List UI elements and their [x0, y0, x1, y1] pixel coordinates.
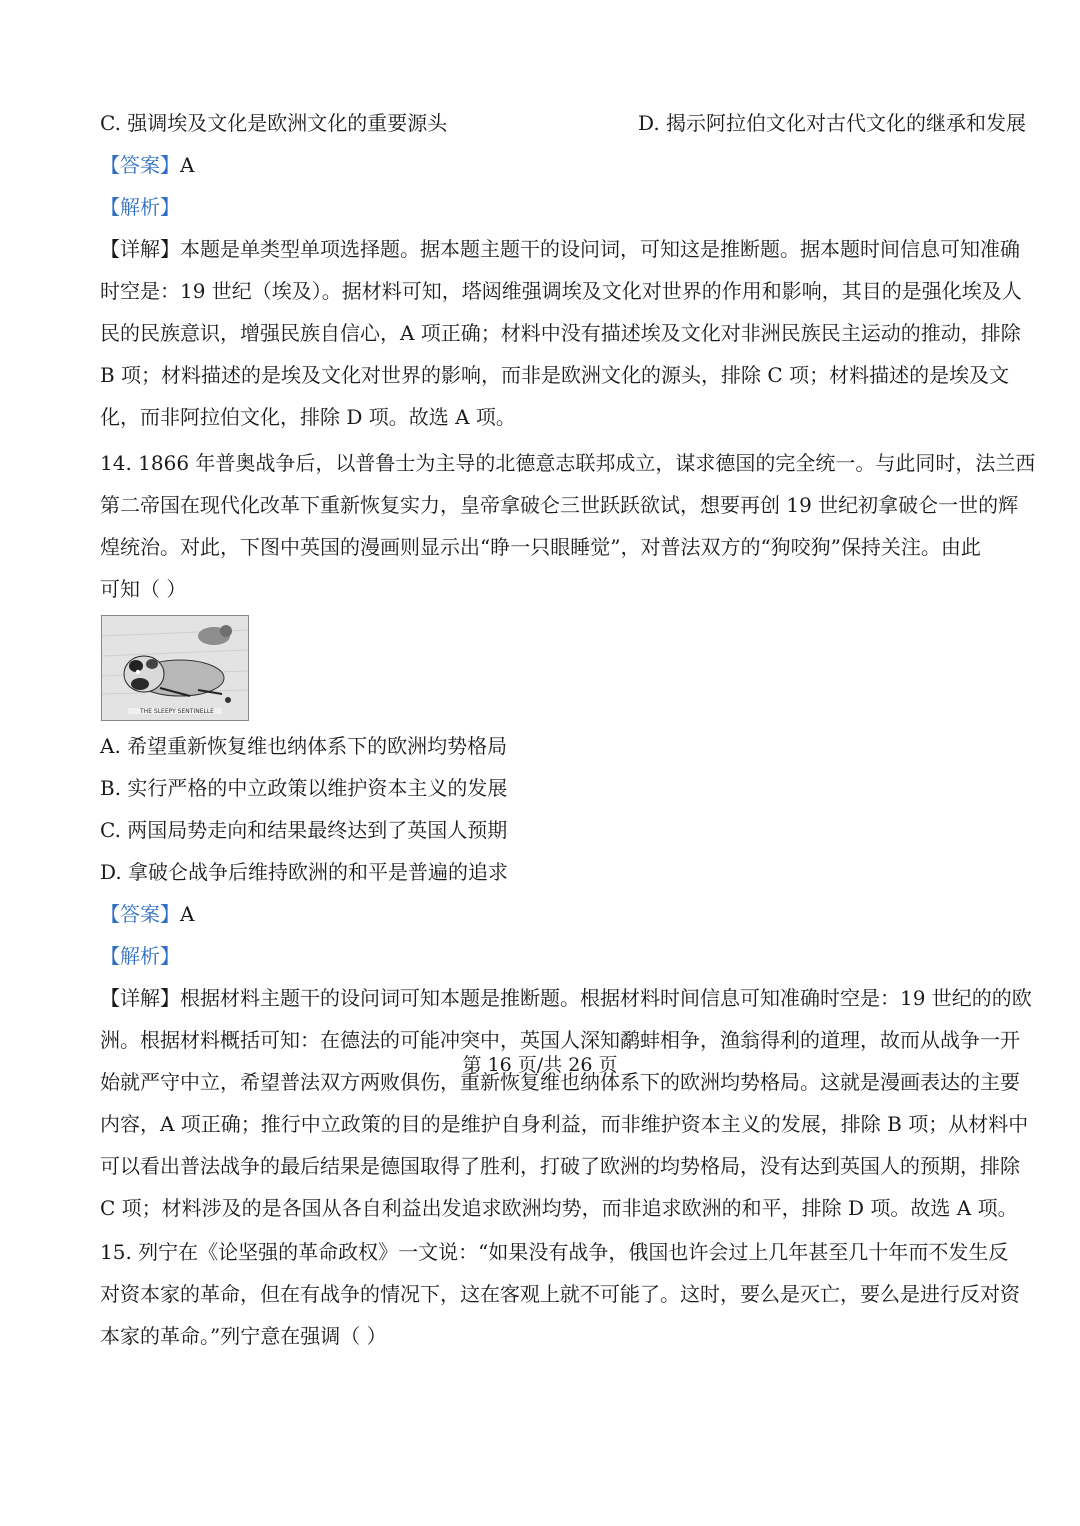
q14-option-c: C. 两国局势走向和结果最终达到了英国人预期: [100, 818, 508, 842]
q14-option-d: D. 拿破仑战争后维持欧洲的和平是普遍的追求: [100, 860, 509, 884]
q14-stem-line-4: 可知（ ）: [100, 577, 187, 601]
cartoon-image: [101, 615, 249, 721]
page-number: 第 16 页/共 26 页: [462, 1054, 618, 1076]
q13-detail-line-5: 化，而非阿拉伯文化，排除 D 项。故选 A 项。: [100, 405, 516, 429]
q15-stem-line-2: 对资本家的革命，但在有战争的情况下，这在客观上就不可能了。这时，要么是灭亡，要么是进行反对资: [100, 1282, 1020, 1306]
q14-stem-line-3: 煌统治。对此，下图中英国的漫画则显示出“睁一只眼睡觉”，对普法双方的“狗咬狗”保持关注。由此: [100, 535, 981, 559]
q14-analysis-heading: [100, 942, 980, 970]
q13-option-d: D. 揭示阿拉伯文化对古代文化的继承和发展: [638, 111, 1027, 135]
q15-stem-line-3: 本家的革命。”列宁意在强调（ ）: [100, 1324, 387, 1348]
q14-detail-line-3: 始就严守中立，希望普法双方两败俱伤，重新恢复维也纳体系下的欧洲均势格局。这就是漫画表达的主要: [100, 1070, 1020, 1094]
q14-answer: [100, 900, 980, 928]
q14-option-b: B. 实行严格的中立政策以维护资本主义的发展: [100, 776, 508, 800]
q13-options-row: [100, 109, 1027, 137]
q14-detail-line-1: 【详解】根据材料主题干的设问词可知本题是推断题。根据材料时间信息可知准确时空是：19 世纪的的欧: [100, 986, 1032, 1010]
q14-option-a: A. 希望重新恢复维也纳体系下的欧洲均势格局: [100, 734, 508, 758]
q13-answer: [100, 151, 980, 179]
answer-tag: 【答案】: [100, 902, 180, 926]
answer-value: A: [180, 153, 195, 177]
q14-detail-line-6: C 项；材料涉及的是各国从各自利益出发追求欧洲均势，而非追求欧洲的和平，排除 D 项。故选 A 项。: [100, 1196, 1018, 1220]
cartoon-caption: THE SLEEPY SENTINELLE: [140, 708, 214, 715]
q13-detail-line-4: B 项；材料描述的是埃及文化对世界的影响，而非是欧洲文化的源头，排除 C 项；材料描述的是埃及文: [100, 363, 1010, 387]
answer-tag: 【答案】: [100, 153, 180, 177]
q14-detail-line-4: 内容，A 项正确；推行中立政策的目的是维护自身利益，而非维护资本主义的发展，排除 B 项；从材料中: [100, 1112, 1029, 1136]
q15-stem-line-1: 15. 列宁在《论坚强的革命政权》一文说：“如果没有战争，俄国也许会过上几年甚至几十年而不发生反: [100, 1240, 1009, 1264]
q14-stem-line-1: 14. 1866 年普奥战争后，以普鲁士为主导的北德意志联邦成立，谋求德国的完全统一。与此同时，法兰西: [100, 451, 1036, 475]
q13-option-c: C. 强调埃及文化是欧洲文化的重要源头: [100, 111, 448, 135]
q14-detail-line-5: 可以看出普法战争的最后结果是德国取得了胜利，打破了欧洲的均势格局，没有达到英国人的预期，排除: [100, 1154, 1020, 1178]
q13-detail-line-2: 时空是：19 世纪（埃及）。据材料可知，塔闼维强调埃及文化对世界的作用和影响，其目的是强化埃及人: [100, 279, 1022, 303]
q13-detail-line-1: 【详解】本题是单类型单项选择题。据本题主题干的设问词，可知这是推断题。据本题时间信息可知准确: [100, 237, 1020, 261]
answer-value: A: [180, 902, 195, 926]
analysis-tag: 【解析】: [100, 195, 180, 219]
q14-stem-line-2: 第二帝国在现代化改革下重新恢复实力，皇帝拿破仑三世跃跃欲试，想要再创 19 世纪初拿破仑一世的辉: [100, 493, 1019, 517]
q13-analysis-heading: [100, 193, 980, 221]
q13-detail-line-3: 民的民族意识，增强民族自信心，A 项正确；材料中没有描述埃及文化对非洲民族民主运动的推动，排除: [100, 321, 1021, 345]
analysis-tag: 【解析】: [100, 944, 180, 968]
q14-detail-line-2: 洲。根据材料概括可知：在德法的可能冲突中，英国人深知鹬蚌相争，渔翁得利的道理，故而从战争一开: [100, 1028, 1020, 1052]
